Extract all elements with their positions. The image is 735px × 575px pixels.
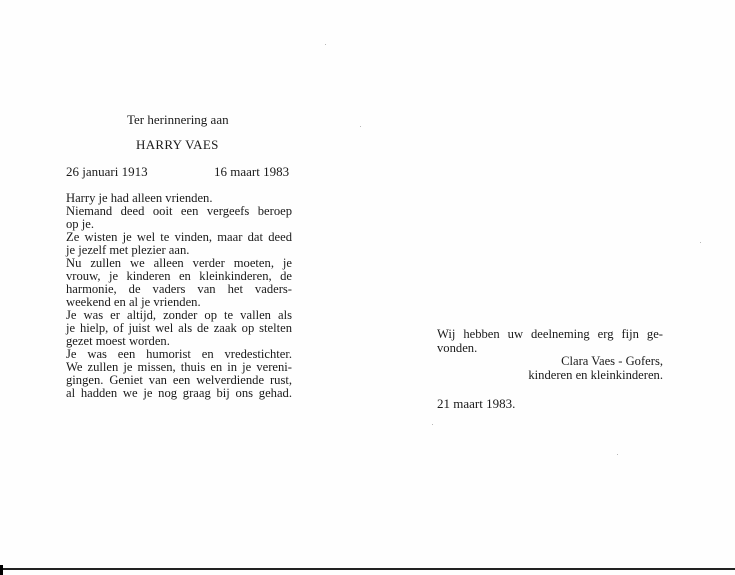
poem-line: Niemand deed ooit een vergeefs beroep — [66, 204, 292, 218]
death-date: 16 maart 1983 — [214, 164, 290, 179]
poem-line: Nu zullen we alleen verder moeten, je — [66, 256, 292, 270]
poem-line: We zullen je missen, thuis en in je vereni- — [66, 360, 292, 374]
thanks-line-1: Wij hebben uw deelneming erg fijn ge- — [437, 327, 663, 341]
poem-line: je hielp, of juist wel als de zaak op stelten — [66, 321, 292, 335]
poem-line: harmonie, de vaders van het vaders- — [66, 282, 292, 296]
poem-line: Je was een humorist en vredestichter. — [66, 347, 292, 361]
note-date: 21 maart 1983. — [437, 396, 516, 411]
poem-line: al hadden we je nog graag bij ons gehad. — [66, 386, 292, 400]
thank-you-note — [437, 327, 663, 355]
poem-line: Ze wisten je wel te vinden, maar dat deed — [66, 230, 292, 244]
paper-speck — [617, 454, 618, 455]
poem-line: weekend en al je vrienden. — [66, 295, 201, 309]
poem-line: vrouw, je kinderen en kleinkinderen, de — [66, 269, 292, 283]
poem-line: je jezelf met plezier aan. — [66, 243, 190, 257]
paper-speck — [360, 126, 361, 127]
paper-speck — [432, 424, 433, 425]
poem-line: gezet moest worden. — [66, 334, 170, 348]
card-left-edge — [0, 565, 3, 575]
signer-name: Clara Vaes - Gofers, — [561, 354, 663, 368]
poem-line: Harry je had alleen vrienden. — [66, 191, 213, 205]
poem-line: Je was er altijd, zonder op te vallen als — [66, 308, 292, 322]
poem-line: gingen. Geniet van een welverdiende rust, — [66, 373, 292, 387]
paper-speck — [700, 242, 701, 243]
signature-block — [528, 354, 663, 382]
poem-line: op je. — [66, 217, 94, 231]
deceased-name: HARRY VAES — [136, 137, 219, 152]
paper-speck — [325, 44, 326, 45]
intro-text: Ter herinnering aan — [127, 112, 229, 127]
thanks-line-2: vonden. — [437, 341, 478, 355]
birth-date: 26 januari 1913 — [66, 164, 148, 179]
card-bottom-edge — [0, 568, 735, 570]
memorial-poem — [66, 192, 292, 400]
signer-family: kinderen en kleinkinderen. — [528, 368, 663, 382]
